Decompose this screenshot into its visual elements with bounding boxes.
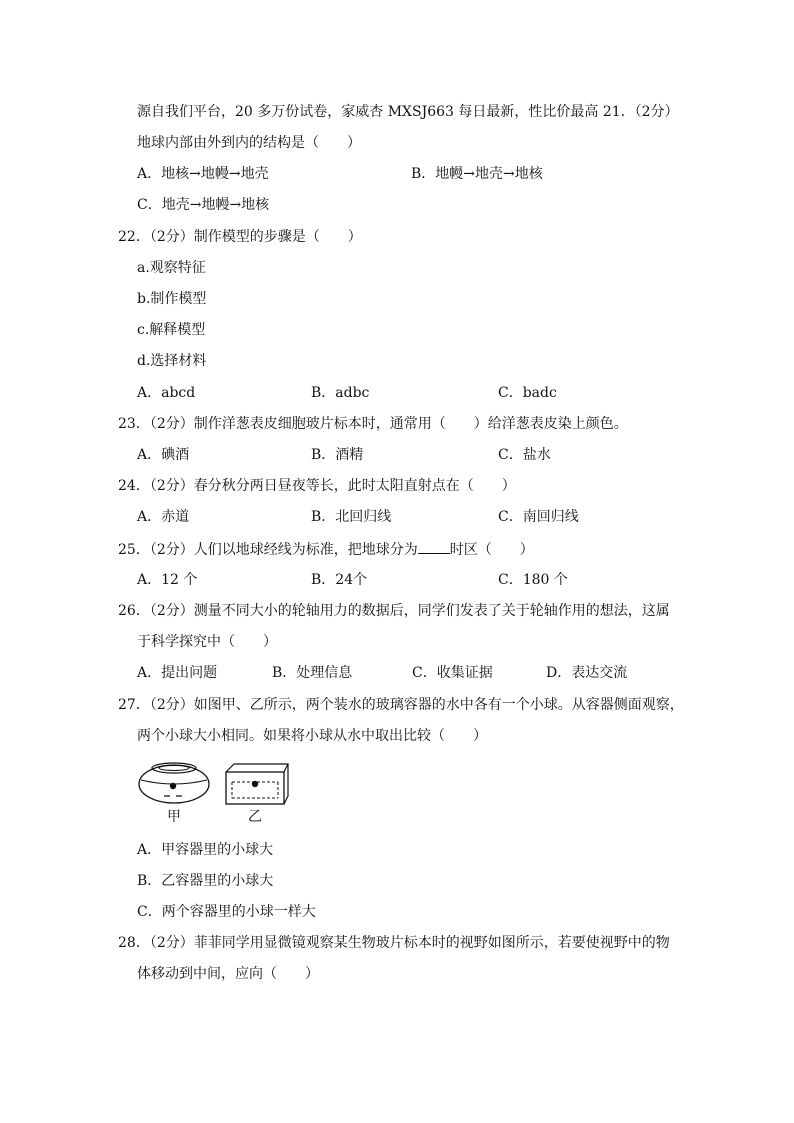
q27-option-c: C．两个容器里的小球一样大 (137, 904, 316, 920)
q26-stem-line2: 于科学探究中（ ） (137, 634, 277, 650)
figure-label-yi: 乙 (248, 809, 262, 825)
q25-stem-post: 时区（ ） (449, 542, 534, 558)
q26-option-d: D．表达交流 (546, 665, 628, 681)
ball-in-round-container (170, 783, 176, 789)
q23-option-a: A．碘酒 (137, 447, 190, 463)
q25-option-b: B．24个 (311, 572, 368, 588)
q21-stem: 地球内部由外到内的结构是（ ） (137, 135, 361, 151)
q24-option-c: C．南回归线 (498, 509, 579, 525)
q23-option-c: C．盐水 (498, 447, 551, 463)
q23-stem: 23．（2分）制作洋葱表皮细胞玻片标本时，通常用（ ）给洋葱表皮染上颜色。 (118, 416, 628, 432)
q27-option-b: B．乙容器里的小球大 (137, 873, 274, 889)
q25-option-c: C．180 个 (498, 572, 568, 588)
q24-option-b: B．北回归线 (311, 509, 392, 525)
q25-stem (118, 539, 534, 560)
q25-stem-pre: 25．（2分）人们以地球经线为标准，把地球分为 (118, 542, 418, 558)
q27-option-a: A．甲容器里的小球大 (137, 842, 274, 858)
q21-header: 源自我们平台，20 多万份试卷，家威杏 MXSJ663 每日最新，性比价最高 21．（2分） (137, 104, 679, 120)
q28-stem-line1: 28．（2分）菲菲同学用显微镜观察某生物玻片标本时的视野如图所示，若要使视野中的物 (118, 935, 670, 951)
q26-option-c: C．收集证据 (412, 665, 493, 681)
q26-stem-line1: 26．（2分）测量不同大小的轮轴用力的数据后，同学们发表了关于轮轴作用的想法，这属 (118, 603, 670, 619)
ball-in-rectangular-container (252, 781, 258, 787)
q22-step-b: b.制作模型 (137, 291, 207, 307)
rectangular-container-figure (222, 760, 290, 806)
q24-stem: 24．（2分）春分秋分两日昼夜等长，此时太阳直射点在（ ） (118, 478, 516, 494)
round-container-figure (136, 758, 212, 806)
q21-option-c: C．地壳→地幔→地核 (137, 197, 270, 213)
q21-option-a: A．地核→地幔→地壳 (137, 166, 269, 182)
q23-option-b: B．酒精 (311, 447, 364, 463)
q28-stem-line2: 体移动到中间，应向（ ） (137, 966, 319, 982)
q21-option-b: B．地幔→地壳→地核 (411, 166, 543, 182)
figure-label-jia: 甲 (167, 809, 181, 825)
q27-stem-line1: 27．（2分）如图甲、乙所示，两个装水的玻璃容器的水中各有一个小球。从容器侧面观察， (118, 697, 684, 713)
q22-step-d: d.选择材料 (137, 353, 207, 369)
q24-option-a: A．赤道 (137, 509, 190, 525)
q26-option-b: B．处理信息 (272, 665, 353, 681)
q22-option-b: B．adbc (311, 385, 370, 401)
q22-step-c: c.解释模型 (137, 322, 206, 338)
q22-step-a: a.观察特征 (137, 260, 206, 276)
q25-option-a: A．12 个 (137, 572, 198, 588)
q22-option-a: A．abcd (137, 385, 196, 401)
q26-option-a: A．提出问题 (137, 665, 218, 681)
answer-blank (418, 539, 450, 554)
q22-option-c: C．badc (498, 385, 557, 401)
q22-stem: 22．（2分）制作模型的步骤是（ ） (118, 229, 362, 245)
q27-stem-line2: 两个小球大小相同。如果将小球从水中取出比较（ ） (137, 728, 487, 744)
